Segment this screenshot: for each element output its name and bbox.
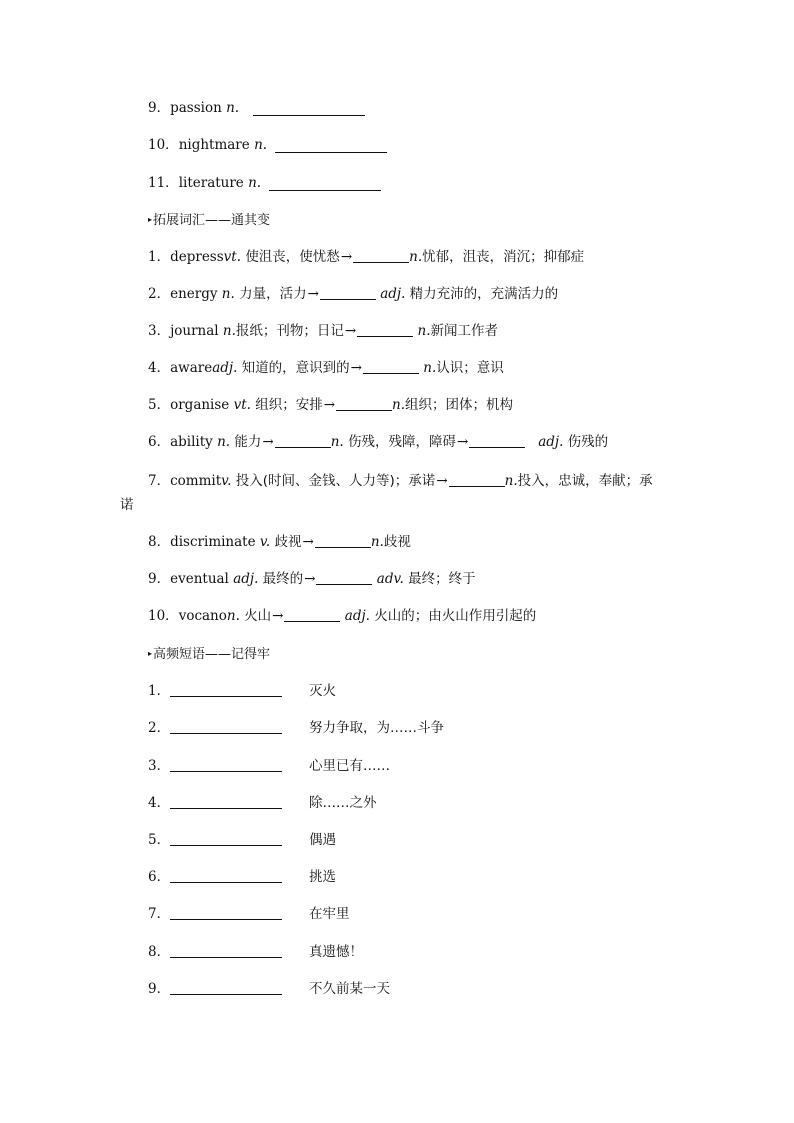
phrase-meaning: 努力争取，为……斗争 — [309, 720, 444, 736]
part-of-speech: adj. — [344, 608, 370, 624]
meaning: 火山 — [244, 608, 272, 624]
phrase-item — [148, 682, 282, 700]
answer-blank[interactable] — [170, 720, 282, 734]
phrase-item — [148, 868, 282, 886]
answer-blank[interactable] — [170, 869, 282, 883]
arrow-icon: → — [302, 534, 314, 550]
triangle-bullet-icon: ▸ — [148, 649, 153, 658]
part-of-speech: n. — [417, 323, 431, 339]
word: literature — [178, 175, 244, 191]
item-number: 3． — [148, 758, 171, 774]
phrase-item — [148, 757, 282, 775]
expand-item — [148, 533, 411, 551]
part-of-speech: adj. — [233, 571, 259, 587]
item-number: 10． — [148, 137, 179, 153]
expand-item — [148, 285, 558, 303]
expand-item — [148, 322, 498, 340]
meaning: 组织；团体；机构 — [405, 397, 514, 413]
arrow-icon: → — [457, 434, 469, 450]
word: eventual — [170, 571, 229, 587]
part-of-speech: adj. — [538, 434, 564, 450]
item-number: 4． — [148, 360, 171, 376]
word: commit — [170, 473, 222, 489]
arrow-icon: → — [262, 434, 274, 450]
item-number: 7． — [148, 473, 171, 489]
phrase-meaning: 真遗憾！ — [309, 944, 363, 960]
part-of-speech: adv. — [376, 571, 404, 587]
expand-item — [148, 396, 513, 414]
phrase-meaning: 在牢里 — [309, 906, 350, 922]
arrow-icon: → — [304, 571, 316, 587]
arrow-icon: → — [272, 608, 284, 624]
word: ability — [170, 434, 213, 450]
expand-item — [148, 607, 536, 625]
item-number: 7． — [148, 906, 171, 922]
word-item — [148, 136, 267, 154]
phrase-meaning: 挑选 — [309, 869, 336, 885]
arrow-icon: → — [344, 323, 357, 339]
item-number: 11． — [148, 175, 179, 191]
phrase-item — [148, 980, 282, 998]
meaning: 投入(时间、金钱、人力等)；承诺 — [235, 473, 436, 489]
arrow-icon: → — [307, 286, 319, 302]
word-item — [148, 174, 261, 192]
part-of-speech: n. — [330, 434, 344, 450]
expand-item — [148, 433, 608, 451]
word: journal — [170, 323, 219, 339]
word: nightmare — [178, 137, 250, 153]
answer-blank[interactable] — [170, 944, 282, 958]
item-number: 9． — [148, 100, 171, 116]
meaning: 新闻工作者 — [430, 323, 499, 339]
part-of-speech: adj. — [212, 360, 238, 376]
part-of-speech: n. — [370, 534, 384, 550]
phrase-meaning: 灭火 — [309, 683, 336, 699]
phrase-meaning: 心里已有…… — [309, 758, 390, 774]
answer-blank[interactable] — [170, 795, 282, 809]
part-of-speech: n. — [423, 360, 437, 376]
expand-item — [148, 472, 653, 490]
answer-blank[interactable] — [315, 534, 371, 548]
phrase-item — [148, 831, 282, 849]
meaning: 歧视 — [383, 534, 411, 550]
section-heading-expand — [148, 211, 270, 230]
phrase-item — [148, 943, 282, 961]
meaning: 知道的，意识到的 — [241, 360, 350, 376]
part-of-speech: n. — [226, 100, 240, 116]
answer-blank[interactable] — [449, 473, 505, 487]
expand-item — [148, 248, 584, 266]
answer-blank[interactable] — [353, 249, 409, 263]
part-of-speech: n. — [254, 137, 268, 153]
expand-item — [148, 570, 476, 588]
meaning: 力量，活力 — [239, 286, 307, 302]
item-number: 9． — [148, 981, 171, 997]
word: aware — [170, 360, 213, 376]
part-of-speech: vt. — [223, 249, 242, 265]
item-number: 1． — [148, 683, 171, 699]
item-number: 5． — [148, 832, 171, 848]
word-item — [148, 99, 239, 117]
phrase-meaning: 偶遇 — [309, 832, 336, 848]
word: energy — [170, 286, 218, 302]
phrase-item — [148, 905, 282, 923]
meaning: 使沮丧，使忧愁 — [245, 249, 340, 265]
answer-blank[interactable] — [316, 571, 372, 585]
answer-blank[interactable] — [253, 102, 365, 116]
part-of-speech: v. — [259, 534, 271, 550]
word: passion — [170, 100, 222, 116]
word: vocano — [178, 608, 227, 624]
section-title: 高频短语——记得牢 — [153, 647, 271, 662]
meaning: 报纸；刊物；日记 — [235, 323, 344, 339]
meaning: 最终的 — [262, 571, 304, 587]
part-of-speech: adj. — [380, 286, 406, 302]
word: organise — [170, 397, 230, 413]
meaning: 歧视 — [274, 534, 302, 550]
answer-blank[interactable] — [170, 832, 282, 846]
item-number: 2． — [148, 720, 171, 736]
answer-blank[interactable] — [275, 434, 331, 448]
part-of-speech: n. — [248, 175, 262, 191]
item-number: 1． — [148, 249, 171, 265]
item-number: 8． — [148, 944, 171, 960]
part-of-speech: n. — [222, 323, 236, 339]
phrase-meaning: 除……之外 — [309, 795, 377, 811]
arrow-icon: → — [350, 360, 362, 376]
answer-blank[interactable] — [170, 906, 282, 920]
answer-blank[interactable] — [469, 434, 525, 448]
answer-blank[interactable] — [170, 981, 282, 995]
arrow-icon: → — [436, 473, 448, 489]
meaning: 精力充沛的，充满活力的 — [409, 286, 559, 302]
answer-blank[interactable] — [284, 608, 340, 622]
part-of-speech: n. — [409, 249, 423, 265]
item-number: 3． — [148, 323, 171, 339]
meaning: 认识；意识 — [436, 360, 504, 376]
answer-blank[interactable] — [357, 323, 413, 337]
item-number: 8． — [148, 534, 171, 550]
meaning: 组织；安排 — [255, 397, 323, 413]
section-title: 拓展词汇——通其变 — [153, 213, 271, 228]
item-number: 6． — [148, 434, 171, 450]
word: depress — [170, 249, 224, 265]
phrase-item — [148, 719, 282, 737]
part-of-speech: n. — [504, 473, 518, 489]
meaning: 伤残的 — [567, 434, 609, 450]
answer-blank[interactable] — [170, 758, 282, 772]
arrow-icon: → — [323, 397, 336, 413]
meaning: 能力 — [234, 434, 262, 450]
word: discriminate — [170, 534, 256, 550]
triangle-bullet-icon: ▸ — [148, 215, 153, 224]
meaning: 忧郁，沮丧，消沉；抑郁症 — [422, 249, 585, 265]
part-of-speech: n. — [226, 608, 240, 624]
item-number: 9． — [148, 571, 171, 587]
phrase-meaning: 不久前某一天 — [309, 981, 390, 997]
item-number: 2． — [148, 286, 171, 302]
answer-blank[interactable] — [269, 177, 381, 191]
arrow-icon: → — [340, 249, 353, 265]
wrapped-continuation: 诺 — [120, 497, 134, 513]
meaning: 伤残，残障，障碍 — [348, 434, 456, 450]
answer-blank[interactable] — [275, 139, 387, 153]
item-number: 6． — [148, 869, 171, 885]
meaning: 火山的；由火山作用引起的 — [374, 608, 537, 624]
meaning: 最终；终于 — [408, 571, 476, 587]
part-of-speech: vt. — [233, 397, 251, 413]
answer-blank[interactable] — [363, 360, 419, 374]
section-heading-phrases — [148, 645, 270, 664]
part-of-speech: n. — [392, 397, 406, 413]
phrase-item — [148, 794, 282, 812]
answer-blank[interactable] — [320, 286, 376, 300]
expand-item — [148, 359, 504, 377]
answer-blank[interactable] — [170, 683, 282, 697]
item-number: 5． — [148, 397, 171, 413]
part-of-speech: n. — [221, 286, 235, 302]
meaning: 投入，忠诚，奉献；承 — [517, 473, 653, 489]
part-of-speech: v. — [221, 473, 232, 489]
item-number: 4． — [148, 795, 171, 811]
item-number: 10． — [148, 608, 179, 624]
answer-blank[interactable] — [336, 397, 392, 411]
part-of-speech: n. — [217, 434, 231, 450]
